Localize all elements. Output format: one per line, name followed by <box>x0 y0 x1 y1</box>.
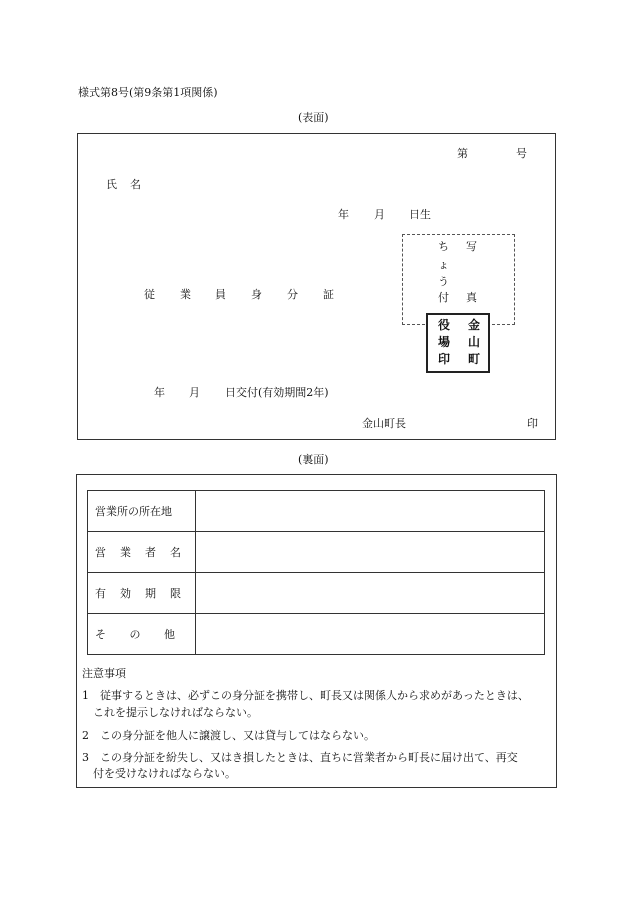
table-row <box>88 532 545 573</box>
birth-day: 日生 <box>409 208 431 221</box>
row-label-validity-text <box>95 585 181 601</box>
row-label-operator-text <box>95 544 181 560</box>
row-label-other <box>88 614 196 655</box>
other-char-1: そ <box>95 628 106 641</box>
name-label-2: 名 <box>130 178 141 191</box>
row-label-other-text <box>95 626 175 642</box>
number-go: 号 <box>516 147 527 160</box>
title-char-5: 分 <box>287 288 298 301</box>
table-row <box>88 491 545 532</box>
photo-char-6: 真 <box>466 291 477 304</box>
photo-char-5: 付 <box>438 291 449 304</box>
other-char-3: 他 <box>164 628 175 641</box>
row-value-operator[interactable] <box>196 532 545 573</box>
name-label-1: 氏 <box>106 178 117 191</box>
note-3-number: 3 <box>82 751 89 764</box>
row-value-address[interactable] <box>196 491 545 532</box>
note-2-line-1: この身分証を他人に譲渡し、又は貸与してはならない。 <box>100 729 375 742</box>
row-label-validity <box>88 573 196 614</box>
birth-year: 年 <box>338 208 349 221</box>
note-3-line-2: 付を受けなければならない。 <box>93 767 236 780</box>
seal-char-yama: 山 <box>468 335 481 349</box>
issue-year: 年 <box>154 386 165 399</box>
info-table <box>87 490 545 655</box>
operator-char-3: 者 <box>145 546 156 559</box>
operator-char-4: 名 <box>170 546 181 559</box>
title-char-3: 員 <box>215 288 226 301</box>
table-row <box>88 573 545 614</box>
seal-char-yaku: 役 <box>438 318 451 332</box>
other-char-2: の <box>129 628 141 641</box>
form-label: 様式第8号(第9条第1項関係) <box>78 86 218 99</box>
number-dai: 第 <box>457 147 468 160</box>
mayor-seal-mark: 印 <box>527 417 538 430</box>
front-caption: (表面) <box>298 111 329 124</box>
photo-area <box>402 234 515 325</box>
seal-char-kin: 金 <box>468 318 481 332</box>
note-2-number: 2 <box>82 729 89 742</box>
note-1-line-1: 従事するときは、必ずこの身分証を携帯し、町長又は関係人から求めがあったときは、 <box>100 689 529 702</box>
row-label-address: 営業所の所在地 <box>88 491 196 532</box>
validity-char-4: 限 <box>170 587 181 600</box>
seal-char-machi: 町 <box>468 352 481 366</box>
seal-char-in: 印 <box>438 352 451 366</box>
note-1-number: 1 <box>82 689 89 702</box>
title-char-1: 従 <box>144 288 155 301</box>
issue-month: 月 <box>189 386 200 399</box>
validity-char-2: 効 <box>120 587 131 600</box>
photo-char-1: ち <box>438 240 449 253</box>
title-char-2: 業 <box>180 288 191 301</box>
operator-char-2: 業 <box>120 546 131 559</box>
title-char-4: 身 <box>251 288 262 301</box>
notes-title: 注意事項 <box>82 667 126 680</box>
mayor-title: 金山町長 <box>362 417 406 430</box>
row-label-operator <box>88 532 196 573</box>
photo-char-2: 写 <box>466 240 477 253</box>
birth-month: 月 <box>374 208 385 221</box>
photo-char-3: ょ <box>438 258 449 271</box>
town-seal <box>426 313 490 373</box>
validity-char-1: 有 <box>95 587 106 600</box>
note-3-line-1: この身分証を紛失し、又はき損したときは、直ちに営業者から町長に届け出て、再交 <box>100 751 518 764</box>
note-1-line-2: これを提示しなければならない。 <box>93 706 258 719</box>
row-value-other[interactable] <box>196 614 545 655</box>
table-row <box>88 614 545 655</box>
back-caption: (裏面) <box>298 453 329 466</box>
title-char-6: 証 <box>323 288 334 301</box>
photo-char-4: う <box>438 275 449 288</box>
issue-day-validity: 日交付(有効期間2年) <box>225 386 329 399</box>
operator-char-1: 営 <box>95 546 106 559</box>
row-value-validity[interactable] <box>196 573 545 614</box>
validity-char-3: 期 <box>145 587 156 600</box>
seal-char-ba: 場 <box>438 335 451 349</box>
